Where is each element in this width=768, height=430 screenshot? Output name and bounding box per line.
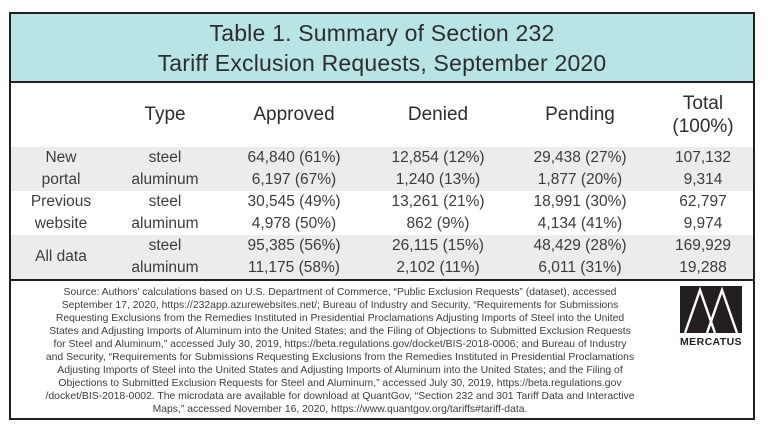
row-group-label-text: Previous website — [30, 193, 92, 232]
cell-approved: 30,545 (49%) — [247, 193, 341, 210]
source-line: Objections to Submitted Exclusion Requests for Steel and Aluminum,” accessed July 30, 2019, https://beta.regulations.gov — [58, 378, 622, 389]
title-line-1: Table 1. Summary of Section 232 — [209, 19, 555, 46]
row-group-label-new-portal — [11, 147, 111, 191]
cell-approved: 95,385 (56%) — [219, 235, 369, 257]
cell-pending: 1,877 (20%) — [507, 169, 653, 191]
header-total-line2: (100%) — [672, 116, 734, 137]
table-title-band — [11, 14, 753, 83]
cell-pending: 18,991 (30%) — [533, 193, 627, 210]
source-note-band — [11, 279, 753, 418]
source-line: Adjusting Imports of Steel into the United States and Adjusting Imports of Aluminum into the United States; and the Filing of — [57, 365, 623, 376]
header-row — [11, 83, 753, 147]
cell-denied: 26,115 (15%) — [369, 235, 507, 257]
row-group-label-all-data — [11, 235, 111, 279]
cell-type: aluminum — [111, 257, 219, 279]
header-total-line1: Total — [682, 93, 724, 114]
cell-total: 169,929 — [653, 235, 753, 257]
header-type: Type — [144, 104, 186, 125]
cell-denied: 13,261 (21%) — [391, 193, 485, 210]
table-row-previouswebsite-steel — [11, 191, 753, 213]
cell-type: steel — [111, 235, 219, 257]
table-row-previouswebsite-aluminum — [11, 213, 753, 235]
header-pending: Pending — [545, 104, 615, 125]
header-approved: Approved — [253, 104, 335, 125]
row-group-label-text: New portal — [41, 149, 81, 188]
cell-approved: 4,978 (50%) — [251, 215, 337, 232]
source-line: States and Adjusting Imports of Aluminum into the United States; and the Filing of Objections to Submitted Exclusion Requests — [49, 326, 631, 337]
cell-type: aluminum — [131, 215, 199, 232]
row-group-label-previous-website — [11, 191, 111, 235]
cell-denied: 862 (9%) — [406, 215, 470, 232]
source-line: and Security, “Requirements for Submissions Requesting Exclusions from the Remedies Instituted in Presidential Proclamations — [45, 352, 635, 363]
summary-table — [11, 83, 753, 279]
cell-type: steel — [148, 193, 182, 210]
table-row-alldata-aluminum — [11, 257, 753, 279]
cell-total: 9,314 — [653, 169, 753, 191]
table-row-alldata-steel — [11, 235, 753, 257]
cell-approved: 64,840 (61%) — [219, 147, 369, 169]
header-total — [653, 83, 753, 147]
row-group-label-text: All data — [35, 248, 87, 265]
mercatus-logo-text: MERCATUS — [680, 336, 742, 348]
cell-pending: 6,011 (31%) — [507, 257, 653, 279]
table-row-newportal-aluminum — [11, 169, 753, 191]
cell-denied: 12,854 (12%) — [369, 147, 507, 169]
cell-denied: 1,240 (13%) — [369, 169, 507, 191]
table-row-newportal-steel — [11, 147, 753, 169]
cell-pending: 29,438 (27%) — [507, 147, 653, 169]
source-line: for Steel and Aluminum,” accessed July 30, 2019, https://beta.regulations.gov/docket/BIS-2018-0006; and Bureau of Industry — [53, 339, 627, 350]
mercatus-logo-icon — [680, 286, 742, 333]
source-line: Maps,” accessed November 16, 2020, https://www.quantgov.org/tariffs#tariff-data. — [152, 404, 528, 415]
source-line: September 17, 2020, https://232app.azurewebsites.net/; Bureau of Industry and Security, “Requirements for Submissions — [61, 300, 619, 311]
source-line: Requesting Exclusions from the Remedies Instituted in Presidential Proclamations Adjusting Imports of Steel into the United — [55, 313, 625, 324]
mercatus-logo — [678, 286, 744, 348]
table-figure — [9, 12, 755, 420]
source-note — [11, 281, 669, 416]
source-line: Source: Authors’ calculations based on U.S. Department of Commerce, “Public Exclusion Requests” (dataset), accessed — [63, 287, 617, 298]
header-empty — [11, 83, 111, 147]
cell-pending: 48,429 (28%) — [507, 235, 653, 257]
cell-total: 19,288 — [653, 257, 753, 279]
title-line-2: Tariff Exclusion Requests, September 2020 — [157, 49, 607, 76]
cell-type: steel — [111, 147, 219, 169]
cell-total: 62,797 — [679, 193, 727, 210]
cell-total: 107,132 — [653, 147, 753, 169]
cell-type: aluminum — [111, 169, 219, 191]
cell-pending: 4,134 (41%) — [537, 215, 623, 232]
cell-approved: 6,197 (67%) — [219, 169, 369, 191]
cell-denied: 2,102 (11%) — [369, 257, 507, 279]
source-line: /docket/BIS-2018-0002. The microdata are available for download at QuantGov, “Section 232 and 301 Tariff Data and Interactive — [45, 391, 635, 402]
cell-total: 9,974 — [683, 215, 723, 232]
cell-approved: 11,175 (58%) — [219, 257, 369, 279]
header-denied: Denied — [407, 104, 469, 125]
